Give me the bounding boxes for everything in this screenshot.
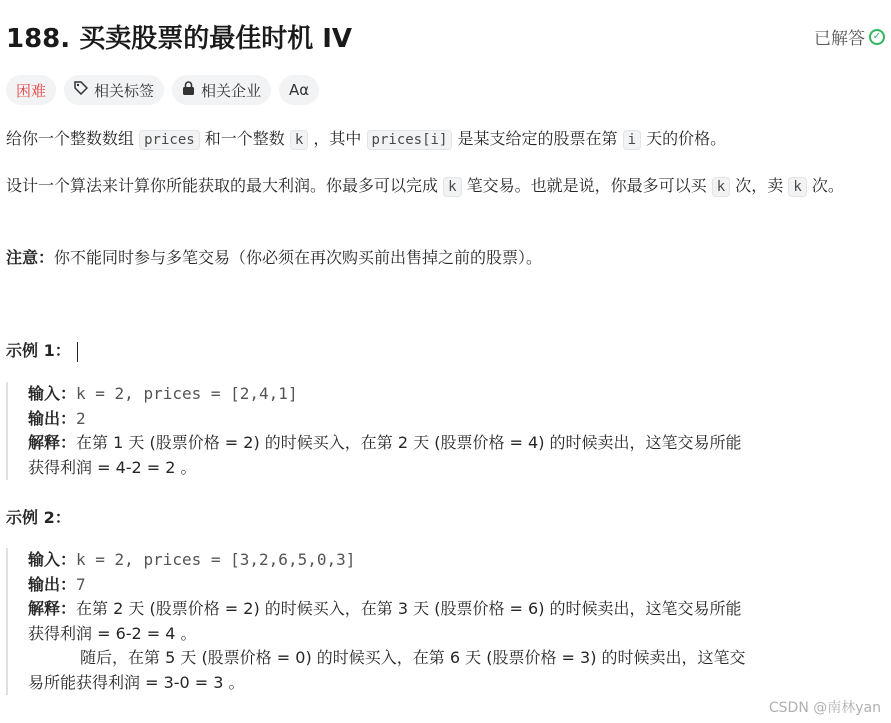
- example-output-line: [28, 573, 861, 598]
- description-paragraph-2: [6, 173, 876, 200]
- output-label: 输出：: [28, 574, 77, 594]
- code-k: k: [290, 130, 308, 150]
- code-k: k: [712, 177, 730, 197]
- code-prices-i: prices[i]: [367, 130, 453, 150]
- example-explain-line: [28, 597, 861, 622]
- code-k: k: [443, 177, 461, 197]
- text: 次，卖: [735, 176, 784, 195]
- text: 天的价格。: [646, 129, 727, 148]
- code-i: i: [623, 130, 641, 150]
- example-explain-line: 获得利润 = 6-2 = 4 。: [28, 623, 197, 643]
- explain-text: 在第 1 天 (股票价格 = 2) 的时候买入，在第 2 天 (股票价格 = 4) 的时候卖出，这笔交易所能: [76, 433, 742, 452]
- input-label: 输入：: [28, 384, 77, 403]
- related-topics-button[interactable]: [64, 75, 164, 105]
- problem-title: 188. 买卖股票的最佳时机 IV: [6, 24, 353, 54]
- example-1-title: [6, 338, 78, 362]
- solved-label: 已解答: [814, 29, 865, 49]
- tag-icon: [74, 81, 88, 99]
- output-label: 输出：: [28, 408, 77, 428]
- example-1-block: [6, 382, 861, 480]
- translate-icon: Aα: [289, 81, 310, 99]
- text: 笔交易。也就是说，你最多可以买: [466, 176, 707, 195]
- lock-icon: [182, 81, 195, 99]
- difficulty-badge: [6, 75, 56, 105]
- watermark: CSDN @南林yan: [768, 700, 881, 716]
- example-explain-line: 随后，在第 5 天 (股票价格 = 0) 的时候买入，在第 6 天 (股票价格 = 3) 的时候卖出，这笔交: [80, 648, 746, 667]
- example-title-text: 示例 1：: [6, 341, 71, 360]
- related-companies-label: 相关企业: [201, 81, 262, 100]
- input-value: k = 2, prices = [3,2,6,5,0,3]: [76, 550, 356, 569]
- code-k: k: [788, 177, 806, 197]
- example-explain-line: 易所能获得利润 = 3-0 = 3 。: [28, 672, 245, 692]
- note-paragraph: [6, 245, 542, 271]
- related-topics-label: 相关标签: [94, 81, 155, 100]
- input-value: k = 2, prices = [2,4,1]: [76, 384, 298, 403]
- text: 给你一个整数数组: [6, 129, 135, 148]
- output-value: 2: [76, 408, 86, 428]
- example-explain-line: [28, 431, 861, 456]
- explain-label: 解释：: [28, 599, 77, 618]
- related-companies-button[interactable]: [172, 75, 271, 105]
- description-paragraph-1: [6, 126, 726, 153]
- text: 设计一个算法来计算你所能获取的最大利润。你最多可以完成: [6, 176, 439, 195]
- code-prices: prices: [139, 130, 200, 150]
- solved-status: [814, 24, 885, 49]
- example-2-title: [6, 505, 71, 528]
- output-value: 7: [76, 574, 86, 594]
- check-circle-icon: ✓: [869, 29, 885, 45]
- example-output-line: [28, 407, 861, 432]
- explain-text: 在第 2 天 (股票价格 = 2) 的时候买入，在第 3 天 (股票价格 = 6) 的时候卖出，这笔交易所能: [76, 599, 742, 618]
- text-cursor: [77, 342, 78, 362]
- input-label: 输入：: [28, 550, 77, 569]
- example-input-line: [28, 382, 861, 407]
- text: 是某支给定的股票在第: [457, 129, 618, 148]
- translate-button[interactable]: [279, 75, 319, 105]
- example-input-line: [28, 548, 861, 573]
- explain-label: 解释：: [28, 433, 77, 452]
- text: 次。: [811, 176, 844, 195]
- note-text: 你不能同时参与多笔交易（你必须在再次购买前出售掉之前的股票）。: [54, 248, 543, 267]
- text: 和一个整数: [204, 129, 285, 148]
- tag-bar: [6, 75, 319, 105]
- example-explain-line: 获得利润 = 4-2 = 2 。: [28, 457, 197, 477]
- example-2-block: [6, 548, 861, 695]
- text: ，其中: [313, 129, 362, 148]
- difficulty-label: 困难: [16, 81, 47, 100]
- example-title-text: 示例 2：: [6, 508, 71, 527]
- note-label: 注意：: [6, 248, 55, 267]
